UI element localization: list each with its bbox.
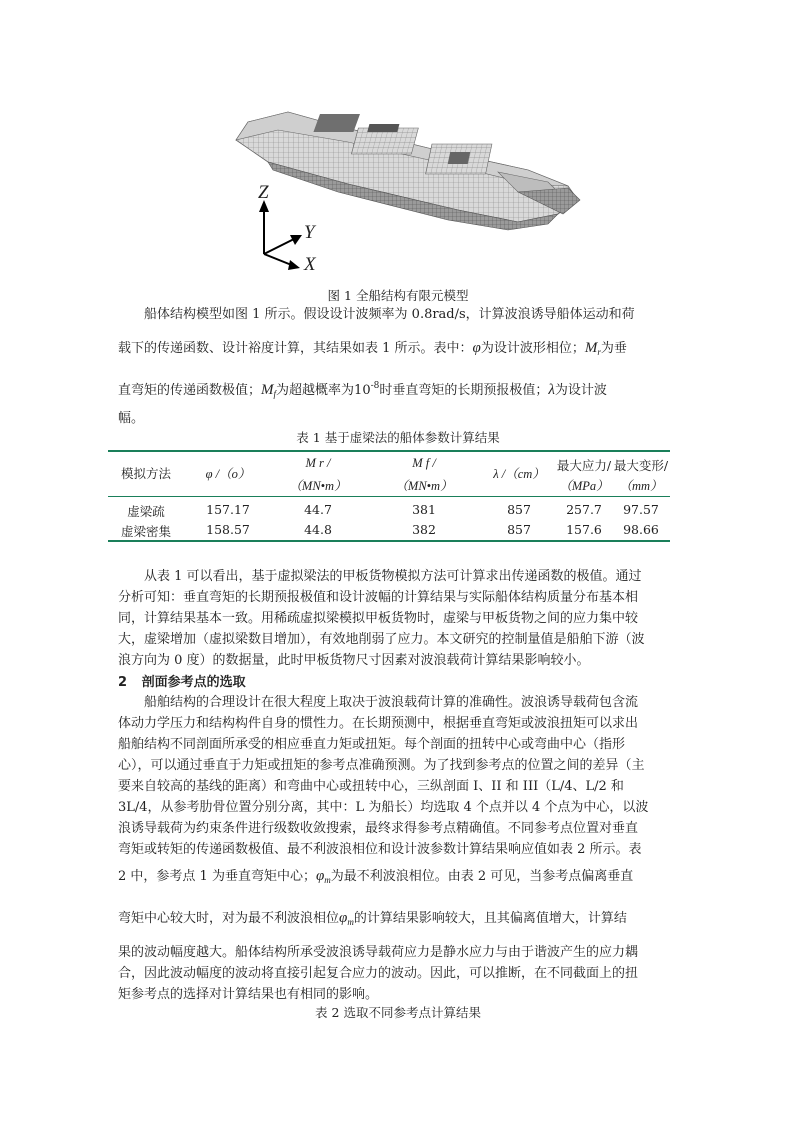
- row1-method: 虚梁疏: [127, 504, 165, 519]
- para2-line5: 浪方向为 0 度）的数据量，此时甲板货物尺寸因素对波浪载荷计算结果影响较小。: [118, 653, 590, 668]
- row2-deform: 98.66: [623, 522, 659, 537]
- row2-method: 虚梁密集: [120, 524, 171, 539]
- para2: [118, 566, 678, 671]
- row2-Mf: 382: [412, 522, 436, 537]
- header-Mr: M r /: [305, 456, 331, 470]
- row2-phi: 158.57: [206, 522, 250, 537]
- para3-line5: 要来自较高的基线的距离）和弯曲中心或扭转中心，三纵剖面 I、II 和 III（L/4、L/2 和: [118, 779, 624, 794]
- header-max-stress: 最大应力/: [556, 458, 612, 473]
- para3-line3: 船舶结构不同剖面所承受的相应垂直力矩或扭矩。每个剖面的扭转中心或弯曲中心（指形: [118, 737, 626, 752]
- axis-x-label: X: [304, 254, 316, 275]
- para1-line4: 幅。: [118, 411, 145, 426]
- header-method: 模拟方法: [120, 466, 171, 481]
- header-max-deform: 最大变形/: [613, 458, 669, 473]
- header-Mf: M f /: [412, 456, 436, 470]
- para4-line1: 果的波动幅度越大。船体结构所承受波浪诱导载荷应力是静水应力与由于谐波产生的应力耦: [118, 945, 639, 960]
- para3-line4: 心），可以通过垂直于力矩或扭矩的参考点准确预测。为了找到参考点的位置之间的差异（主: [118, 758, 645, 773]
- header-phi: φ /（ο）: [205, 467, 251, 481]
- row2-stress: 157.6: [566, 522, 602, 537]
- table2-caption: 表 2 选取不同参考点计算结果: [315, 1005, 481, 1020]
- para1-line1: 船体结构模型如图 1 所示。假设设计波频率为 0.8rad/s，计算波浪诱导船体运动和荷: [144, 307, 635, 322]
- table1-header-rule: [108, 496, 670, 497]
- para3-line6: 3L/4，从参考肋骨位置分别分离，其中：L 为船长）均选取 4 个点并以 4 个点为中心，以波: [118, 800, 649, 815]
- row1-lambda: 857: [507, 502, 531, 517]
- table1-top-rule: [108, 450, 670, 452]
- header-stress-unit: （MPa）: [559, 479, 609, 493]
- para3-line8: 弯矩或转矩的传递函数极值、最不利波浪相位和设计波参数计算结果响应值如表 2 所示。表: [118, 842, 642, 857]
- symbol-phi-m-2: φ: [339, 910, 348, 926]
- row2-lambda: 857: [507, 522, 531, 537]
- symbol-Mr: M: [584, 340, 598, 356]
- header-Mf-unit: （MN•m）: [395, 479, 453, 493]
- section-title: 剖面参考点的选取: [141, 675, 246, 690]
- table1-header-bottom: [108, 476, 670, 496]
- para3-line2: 体动力学压力和结构构件自身的惯性力。在长期预测中，根据垂直弯矩或波浪扭矩可以求出: [118, 716, 639, 731]
- row1-Mf: 381: [412, 502, 436, 517]
- para3-line1: 船舶结构的合理设计在很大程度上取决于波浪载荷计算的准确性。波浪诱导载荷包含流: [144, 695, 639, 710]
- row1-phi: 157.17: [206, 502, 250, 517]
- para4-line2: 合，因此波动幅度的波动将直接引起复合应力的波动。因此，可以推断，在不同截面上的扭: [118, 966, 639, 981]
- axis-triad: [252, 184, 332, 276]
- row1-deform: 97.57: [623, 502, 659, 517]
- para3-line7: 浪诱导载荷为约束条件进行级数收敛搜索，最终求得参考点精确值。不同参考点位置对垂直: [118, 821, 639, 836]
- para4: [118, 942, 678, 1005]
- para3-line9: 2 中，参考点 1 为垂直弯矩中心；$\varphi_m$为最不利波浪相位。由表 2 可见，当参考点偏离垂直: [118, 868, 634, 885]
- symbol-phi: φ: [472, 340, 481, 356]
- axis-y-label: Y: [304, 222, 315, 243]
- table1-caption: 表 1 基于虚梁法的船体参数计算结果: [296, 430, 500, 445]
- row1-stress: 257.7: [566, 502, 602, 517]
- table-row: [108, 522, 670, 542]
- row1-Mr: 44.7: [304, 502, 332, 517]
- section-number: 2: [118, 675, 128, 690]
- header-lambda: λ /（cm）: [493, 467, 545, 481]
- row2-Mr: 44.8: [304, 522, 332, 537]
- axis-z-label: Z: [258, 182, 269, 203]
- table-row: [108, 502, 670, 522]
- para1-line3: 直弯矩的传递函数极值；$M_f$为超越概率为$10^{-8}$时垂直弯矩的长期预报极值；λ为设计波: [118, 381, 607, 399]
- para4-line3: 矩参考点的选择对计算结果也有相同的影响。: [118, 987, 379, 1002]
- para2-line4: 大，虚梁增加（虚拟梁数目增加），有效地削弱了应力。本文研究的控制量值是船舶下游（波: [118, 632, 645, 647]
- para3: [118, 692, 678, 860]
- para3-line10: 弯矩中心较大时，对为最不利波浪相位$\varphi_m$的计算结果影响较大，且其偏离值增大，计算结: [118, 910, 627, 927]
- figure1-caption: 图 1 全船结构有限元模型: [327, 288, 469, 303]
- section-heading: [118, 671, 246, 690]
- para1-line2: 载下的传递函数、设计裕度计算，其结果如表 1 所示。表中：φ为设计波形相位；$M_r$为垂: [118, 340, 627, 357]
- symbol-phi-m: φ: [315, 868, 325, 884]
- symbol-Mf: M: [261, 382, 274, 398]
- para2-line3: 同，计算结果基本一致。用稀疏虚拟梁模拟甲板货物时，虚梁与甲板货物之间的应力集中较: [118, 611, 639, 626]
- para2-line2: 分析可知：垂直弯矩的长期预报极值和设计波幅的计算结果与实际船体结构质量分布基本相: [118, 590, 639, 605]
- symbol-lambda: λ: [548, 382, 555, 398]
- para2-line1: 从表 1 可以看出，基于虚拟梁法的甲板货物模拟方法可计算求出传递函数的极值。通过: [144, 569, 642, 584]
- table1-header-top: [108, 456, 670, 481]
- header-Mr-unit: （MN•m）: [289, 479, 347, 493]
- header-deform-unit: （mm）: [619, 479, 663, 493]
